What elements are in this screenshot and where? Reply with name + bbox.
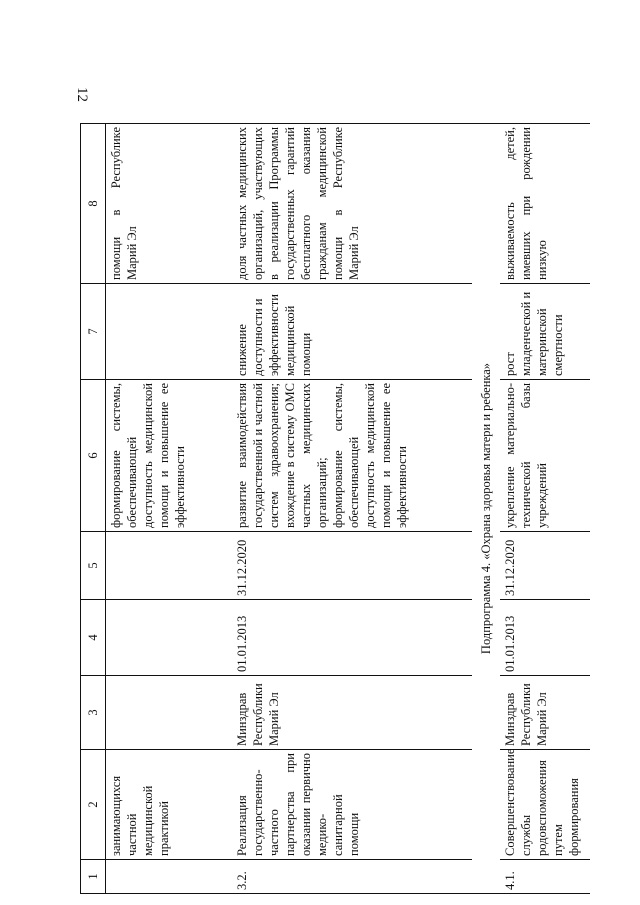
end-date: 31.12.2020: [232, 532, 472, 600]
executor: Минздрав Республики Марий Эл: [232, 676, 472, 750]
column-number-header: [81, 124, 106, 894]
main-direction: укрепление материально-технической базы учреждений: [500, 380, 590, 532]
end-date: 31.12.2020: [500, 532, 590, 600]
indicator-link: доля частных медицинских организаций, участвующих в реализации Программы государственных гарантий бесплатного оказания гражданам медицинской помощи в Республике Марий Эл: [232, 124, 472, 284]
indicator-link: выживаемость детей, имевших при рождении низкую: [500, 124, 590, 284]
measure-name: Совершенствование службы родовспоможения путем формирования: [500, 750, 590, 860]
column-number: 5: [81, 532, 106, 600]
measure-name: Реализация государственно-частного партнерства при оказании первично медико-санитарной помощи: [232, 750, 472, 860]
consequence: рост младенческой и материнской смертности: [500, 284, 590, 380]
measure-name: занимающихся частной медицинской практикой: [106, 750, 232, 860]
column-number: 2: [81, 750, 106, 860]
start-date: 01.01.2013: [232, 600, 472, 676]
start-date: [106, 600, 232, 676]
subprogram-row: [472, 124, 500, 894]
row-number: [106, 860, 232, 894]
indicator-link: помощи в Республике Марий Эл: [106, 124, 232, 284]
column-number: 1: [81, 860, 106, 894]
table-row: [232, 124, 472, 894]
consequence: снижение доступности и эффективности медицинской помощи: [232, 284, 472, 380]
main-direction: формирование системы, обеспечивающей доступность медицинской помощи и повышение ее эффективности: [106, 380, 232, 532]
column-number: 3: [81, 676, 106, 750]
column-number: 7: [81, 284, 106, 380]
column-number: 8: [81, 124, 106, 284]
executor: [106, 676, 232, 750]
table-row: [106, 124, 232, 894]
page-number: 12: [74, 87, 90, 102]
end-date: [106, 532, 232, 600]
executor: Минздрав Республики Марий Эл: [500, 676, 590, 750]
column-number: 4: [81, 600, 106, 676]
column-number: 6: [81, 380, 106, 532]
consequence: [106, 284, 232, 380]
row-number: 3.2.: [232, 860, 472, 894]
row-number: 4.1.: [500, 860, 590, 894]
subprogram-title: Подпрограмма 4. «Охрана здоровья матери и ребенка»: [472, 124, 500, 894]
program-table: [80, 123, 590, 894]
main-direction: развитие взаимодействия государственной и частной систем здравоохранения; вхождение в систему ОМС частных медицинских организаций; формирование системы, обеспечивающей доступность медицинской помощи и повышение ее эффективности: [232, 380, 472, 532]
rotated-table-wrapper: [80, 124, 600, 894]
table-row: [500, 124, 590, 894]
start-date: 01.01.2013: [500, 600, 590, 676]
